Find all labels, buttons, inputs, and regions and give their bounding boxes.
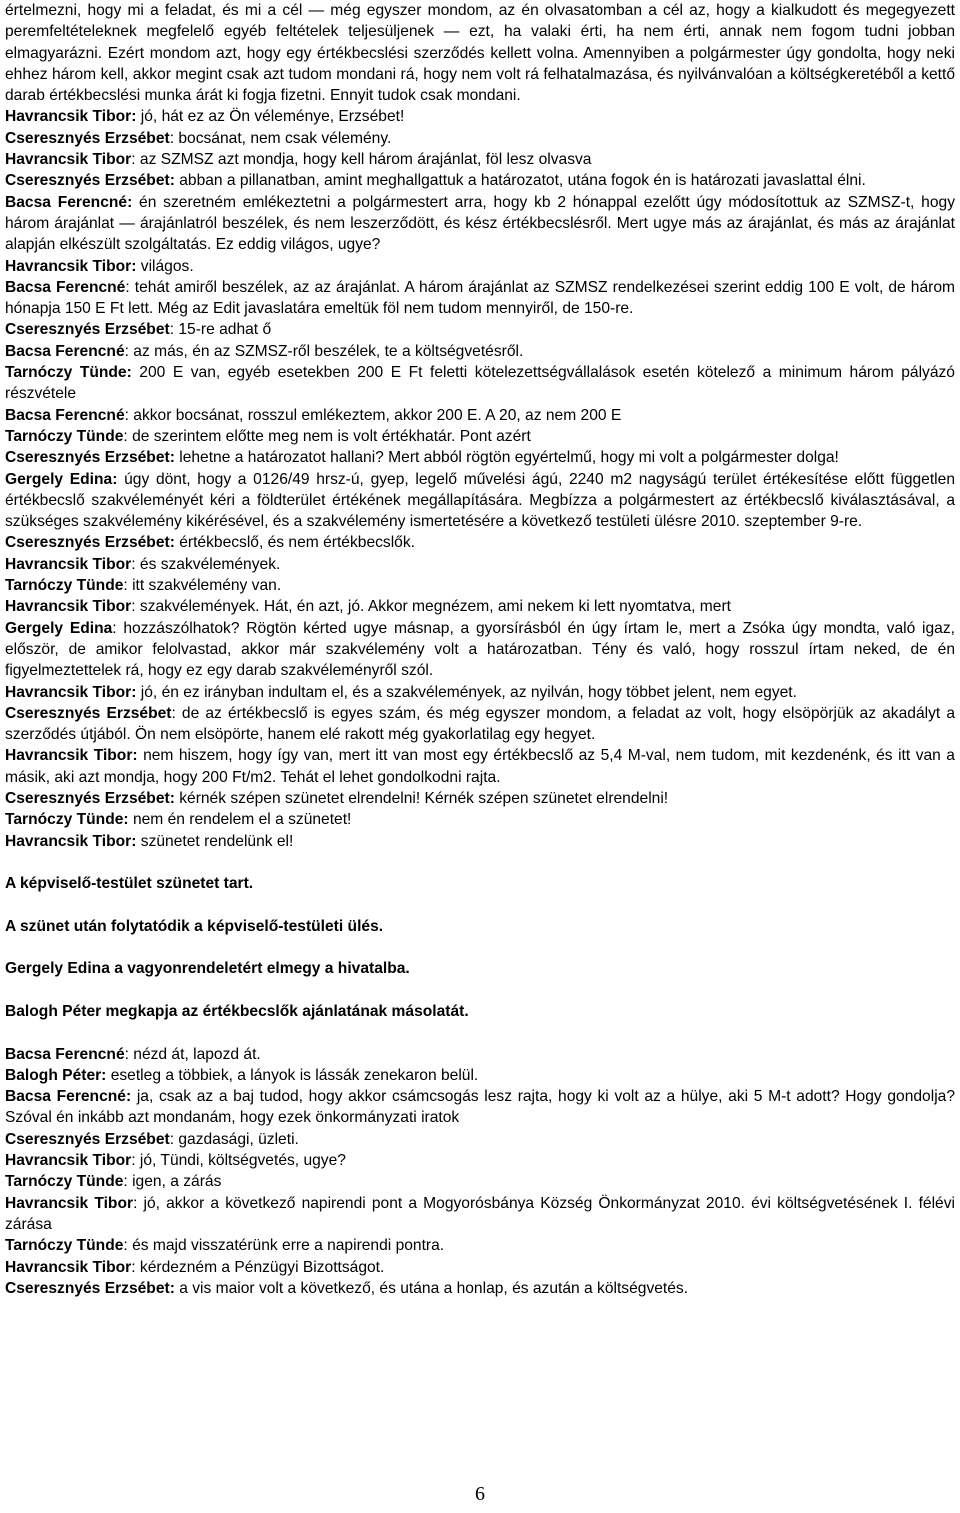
speaker-name: Tarnóczy Tünde:	[5, 811, 129, 829]
speech-text: jó, hát ez az Ön véleménye, Erzsébet!	[136, 108, 405, 126]
speech-paragraph	[5, 831, 955, 852]
speech-text: én szeretném emlékeztetni a polgármestert arra, hogy kb 2 hónappal ezelőtt úgy módosítottuk az SZMSZ-t, hogy három árajánlat — árajánlatról beszélek, és nem leszerződött, és kész értékbecslésről. Mert ugye más az árajánlat, és más az árajánlat alapján elkészült szolgáltatás. Ez eddig világos, ugye?	[5, 193, 955, 254]
speech-text: : igen, a zárás	[123, 1173, 222, 1191]
speech-paragraph	[5, 1235, 955, 1256]
speech-paragraph	[5, 745, 955, 788]
speech-paragraph	[5, 703, 955, 746]
speaker-name: Cseresznyés Erzsébet	[5, 321, 170, 339]
speech-paragraph	[5, 1278, 955, 1299]
speech-text: a vis maior volt a következő, és utána a honlap, és azután a költségvetés.	[174, 1279, 689, 1297]
speech-text: : és majd visszatérünk erre a napirendi pontra.	[123, 1237, 445, 1255]
speech-text: Gergely Edina a vagyonrendeletért elmegy a hivatalba.	[5, 960, 410, 978]
speech-paragraph	[5, 469, 955, 533]
speech-text: : akkor bocsánat, rosszul emlékeztem, akkor 200 E. A 20, az nem 200 E	[124, 406, 622, 424]
section-note	[5, 958, 955, 979]
speaker-name: Bacsa Ferencné	[5, 1045, 125, 1063]
speaker-name: Tarnóczy Tünde	[5, 1173, 124, 1191]
speaker-name: Tarnóczy Tünde:	[5, 364, 132, 382]
speech-text: : kérdezném a Pénzügyi Bizottságot.	[131, 1258, 385, 1276]
section-note	[5, 873, 955, 894]
speech-text: : jó, Tündi, költségvetés, ugye?	[131, 1152, 346, 1170]
speech-paragraph	[5, 341, 955, 362]
speech-paragraph	[5, 128, 955, 149]
section-note	[5, 1001, 955, 1022]
speech-paragraph	[5, 170, 955, 191]
speech-paragraph	[5, 788, 955, 809]
speaker-name: Cseresznyés Erzsébet:	[5, 172, 175, 190]
speaker-name: Tarnóczy Tünde	[5, 577, 124, 595]
speech-text: : itt szakvélemény van.	[123, 577, 282, 595]
speaker-name: Cseresznyés Erzsébet:	[5, 534, 175, 552]
speech-paragraph	[5, 405, 955, 426]
speaker-name: Gergely Edina:	[5, 470, 118, 488]
speech-text: : nézd át, lapozd át.	[124, 1045, 261, 1063]
speaker-name: Havrancsik Tibor	[5, 598, 132, 616]
speech-text: A szünet után folytatódik a képviselő-testületi ülés.	[5, 917, 384, 935]
speaker-name: Havrancsik Tibor	[5, 555, 132, 573]
speech-text: : gazdasági, üzleti.	[169, 1130, 299, 1148]
speech-paragraph	[5, 618, 955, 682]
speech-paragraph	[5, 532, 955, 553]
speaker-name: Gergely Edina	[5, 619, 113, 637]
speaker-name: Cseresznyés Erzsébet	[5, 129, 170, 147]
speaker-name: Cseresznyés Erzsébet	[5, 1130, 170, 1148]
speech-text: lehetne a határozatot hallani? Mert abból rögtön egyértelmű, hogy mi volt a polgármester dolga!	[174, 449, 839, 467]
speech-paragraph	[5, 362, 955, 405]
speech-text: ja, csak az a baj tudod, hogy akkor csámcsogás lesz rajta, hogy ki volt az a hülye, aki 5 M-t adott? Hogy gondolja? Szóval én inkább azt mondanám, hogy ezek önkormányzati iratok	[5, 1088, 956, 1127]
speech-text: abban a pillanatban, amint meghallgattuk a határozatot, utána fogok én is határozati javaslattal élni.	[174, 172, 866, 190]
speaker-name: Havrancsik Tibor:	[5, 108, 137, 126]
speech-paragraph	[5, 319, 955, 340]
speech-text: úgy dönt, hogy a 0126/49 hrsz-ú, gyep, legelő művelési ágú, 2240 m2 nagyságú terület értékesítése előtt független értékbecslő szakvéleményét kéri a földterület értékének megállapítására. Megbízza a polgármestert az értékbecslő kiválasztásával, a szükséges szakvélemény kikérésével, és a szakvélemény ismertetésére a következő testületi ülésre 2010. szeptember 9-re.	[5, 470, 955, 531]
speaker-name: Bacsa Ferencné	[5, 406, 125, 424]
speech-paragraph	[5, 1171, 955, 1192]
speaker-name: Havrancsik Tibor	[5, 1152, 132, 1170]
speech-paragraph	[5, 1129, 955, 1150]
speaker-name: Havrancsik Tibor:	[5, 747, 138, 765]
speech-text: értelmezni, hogy mi a feladat, és mi a cél — még egyszer mondom, az én olvasatomban a cél az, hogy a kialkudott és megegyezett peremfeltételeknek megfelelő egyéb feltételek teljesüljenek — ezt, ha valaki érti, ha nem érti, annak nem fogom tudni jobban elmagyarázni. Ezért mondom azt, hogy egy értékbecslési szerződés kellett volna. Amennyiben a polgármester úgy gondolta, hogy neki ehhez három kell, akkor megint csak azt tudom mondani rá, hogy nem volt rá felhatalmazása, és nyilvánvalóan a költségkeretéből a kettő darab értékbecslési munka árát ki fogja fizetni. Ennyit tudok csak mondani.	[5, 2, 955, 105]
speech-text: esetleg a többiek, a lányok is lássák zenekaron belül.	[106, 1066, 479, 1084]
speech-text: szünetet rendelünk el!	[136, 832, 294, 850]
speaker-name: Cseresznyés Erzsébet:	[5, 789, 175, 807]
speech-paragraph	[5, 1193, 955, 1236]
speaker-name: Tarnóczy Tünde	[5, 1237, 124, 1255]
speaker-name: Cseresznyés Erzsébet:	[5, 449, 175, 467]
speech-text: : de az értékbecslő is egyes szám, és még egyszer mondom, a feladat az volt, hogy elsöpörjük az akadályt a szerződés útjából. Ön nem elsöpörte, hanem elé rakott még gyakorlatilag egy hegyet.	[5, 704, 956, 744]
speech-paragraph	[5, 277, 955, 320]
speaker-name: Bacsa Ferencné:	[5, 1088, 132, 1106]
speech-text: nem én rendelem el a szünetet!	[128, 811, 352, 829]
speaker-name: Tarnóczy Tünde	[5, 427, 124, 445]
speech-text: : jó, akkor a következő napirendi pont a Mogyorósbánya Község Önkormányzat 2010. évi költségvetésének I. félévi zárása	[5, 1194, 955, 1233]
speech-paragraph	[5, 447, 955, 468]
speaker-name: Bacsa Ferencné	[5, 278, 126, 296]
speech-text: : tehát amiről beszélek, az az árajánlat. A három árajánlat az SZMSZ rendelkezései szerint eddig 100 E volt, de három hónapja 150 E Ft lett. Még az Edit javaslatára emeltük föl nem tudom mennyiről, de 150-re.	[5, 278, 955, 318]
speech-text: : az más, én az SZMSZ-ről beszélek, te a költségvetésről.	[124, 342, 524, 360]
speech-text: : 15-re adhat ő	[169, 321, 272, 339]
speech-paragraph	[5, 0, 955, 106]
speech-text: jó, én ez irányban indultam el, és a szakvélemények, az nyilván, hogy többet jelent, nem egyet.	[136, 683, 797, 701]
speech-text: : bocsánat, nem csak vélemény.	[169, 129, 392, 147]
speech-paragraph	[5, 106, 955, 127]
speaker-name: Havrancsik Tibor:	[5, 832, 137, 850]
speech-paragraph	[5, 1257, 955, 1278]
speech-paragraph	[5, 426, 955, 447]
speech-paragraph	[5, 1044, 955, 1065]
speech-text: Balogh Péter megkapja az értékbecslők ajánlatának másolatát.	[5, 1002, 469, 1020]
speech-text: kérnék szépen szünetet elrendelni! Kérnék szépen szünetet elrendelni!	[174, 789, 669, 807]
document-page	[5, 0, 955, 1299]
speech-text: világos.	[136, 257, 194, 275]
speech-text: : szakvélemények. Hát, én azt, jó. Akkor megnézem, ami nekem ki lett nyomtatva, mert	[131, 598, 731, 616]
speech-paragraph	[5, 554, 955, 575]
speaker-name: Bacsa Ferencné:	[5, 193, 133, 211]
page-number: 6	[475, 1483, 485, 1505]
speech-text: : de szerintem előtte meg nem is volt értékhatár. Pont azért	[123, 427, 531, 445]
section-note	[5, 916, 955, 937]
speech-paragraph	[5, 596, 955, 617]
speech-paragraph	[5, 809, 955, 830]
speech-text: értékbecslő, és nem értékbecslők.	[174, 534, 415, 552]
speech-paragraph	[5, 1065, 955, 1086]
speech-text: : az SZMSZ azt mondja, hogy kell három árajánlat, föl lesz olvasva	[131, 151, 592, 169]
speaker-name: Cseresznyés Erzsébet	[5, 704, 172, 722]
speaker-name: Cseresznyés Erzsébet:	[5, 1279, 175, 1297]
speaker-name: Havrancsik Tibor	[5, 1194, 134, 1212]
speech-paragraph	[5, 1150, 955, 1171]
speech-text: A képviselő-testület szünetet tart.	[5, 875, 254, 893]
speaker-name: Havrancsik Tibor:	[5, 683, 137, 701]
speaker-name: Bacsa Ferencné	[5, 342, 125, 360]
speech-paragraph	[5, 682, 955, 703]
speech-paragraph	[5, 575, 955, 596]
speech-paragraph	[5, 149, 955, 170]
speech-text: : hozzászólhatok? Rögtön kérted ugye másnap, a gyorsírásból én úgy írtam le, mert a Zsóka úgy mondta, való igaz, először, de amikor felolvastad, akkor már szakvélemény volt a határozatban. Tény és való, hogy rosszul írtam neked, de én figyelmeztettelek rá, hogy ez egy darab szakvéleményről szól.	[5, 619, 955, 680]
speaker-name: Havrancsik Tibor:	[5, 257, 137, 275]
speech-text: nem hiszem, hogy így van, mert itt van most egy értékbecslő az 5,4 M-val, nem tudom, mit kezdenénk, és itt van a másik, aki azt mondja, hogy 200 Ft/m2. Tehát el lehet gondolkodni rajta.	[5, 747, 955, 786]
speech-paragraph	[5, 256, 955, 277]
speaker-name: Havrancsik Tibor	[5, 1258, 132, 1276]
speech-text: : és szakvélemények.	[131, 555, 281, 573]
speech-text: 200 E van, egyéb esetekben 200 E Ft feletti kötelezettségvállalások esetén kötelező a minimum három pályázó részvétele	[5, 364, 955, 403]
speech-paragraph	[5, 192, 955, 256]
speaker-name: Balogh Péter:	[5, 1066, 107, 1084]
speaker-name: Havrancsik Tibor	[5, 151, 132, 169]
speech-paragraph	[5, 1086, 955, 1129]
